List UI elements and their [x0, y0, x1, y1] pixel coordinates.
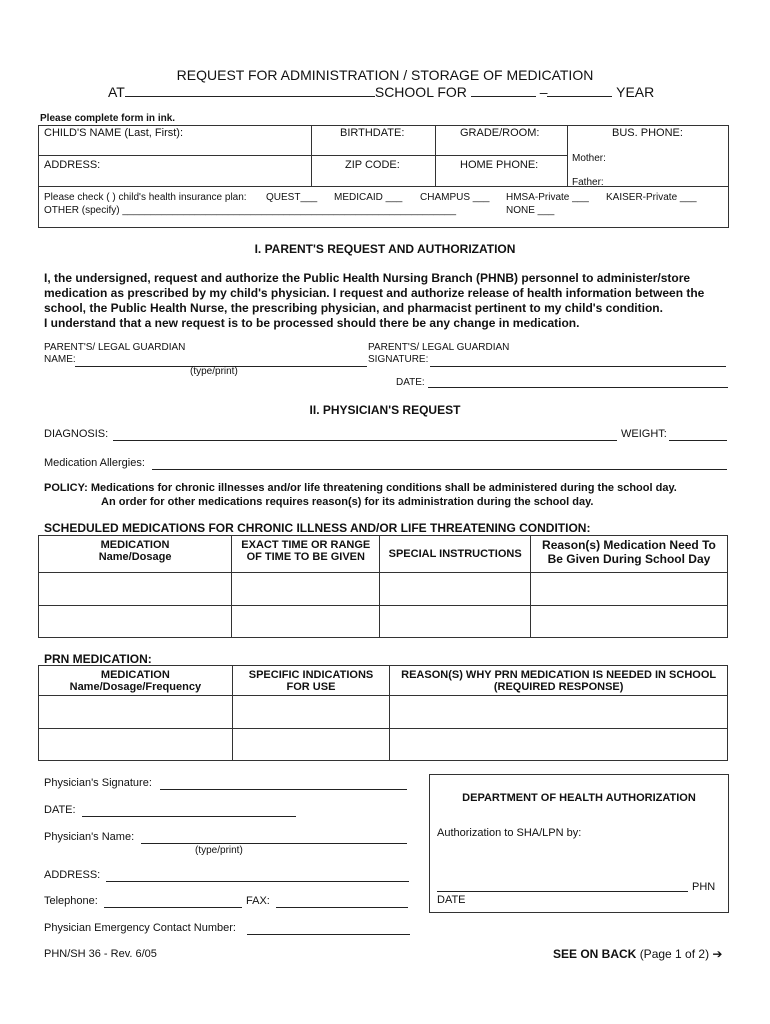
prn-col-medication-line1: MEDICATION — [100, 669, 170, 681]
physician-fax-label: FAX: — [246, 895, 270, 907]
diagnosis-label: DIAGNOSIS: — [44, 428, 109, 440]
allergies-field[interactable] — [152, 469, 727, 470]
scheduled-row-2 — [39, 606, 728, 638]
prn-col-reason-line2: (REQUIRED RESPONSE) — [493, 681, 624, 693]
medicaid-option[interactable]: MEDICAID ___ — [334, 192, 403, 203]
guardian-name-label-2: NAME: — [44, 354, 76, 365]
page-indicator — [553, 947, 722, 961]
birthdate-label: BIRTHDATE: — [340, 127, 405, 139]
physician-date-label: DATE: — [44, 804, 76, 816]
physician-signature-label: Physician's Signature: — [44, 777, 152, 789]
physician-telephone-label: Telephone: — [44, 895, 98, 907]
prn-col-medication-line2: Name/Dosage/Frequency — [69, 681, 202, 693]
none-option[interactable]: NONE ___ — [506, 205, 555, 216]
authorization-para-3: school, the Public Health Nurse, the prescribing physician, and pharmacist pertinent to my child's condition. — [44, 301, 663, 315]
diagnosis-field[interactable] — [113, 440, 617, 441]
guardian-sig-label-2: SIGNATURE: — [368, 354, 429, 365]
scheduled-col-time-line2: OF TIME TO BE GIVEN — [246, 551, 365, 563]
year-label: YEAR — [616, 84, 655, 100]
prn-cell[interactable] — [390, 696, 728, 729]
prn-col-reason-line1: REASON(S) WHY PRN MEDICATION IS NEEDED IN SCHOOL — [401, 669, 717, 681]
year-dash: – — [539, 84, 548, 100]
insurance-prompt: Please check ( ) child's health insurance plan: — [44, 192, 247, 203]
doh-date-label: DATE — [437, 894, 466, 906]
weight-field[interactable] — [669, 440, 727, 441]
prn-col-indications-line1: SPECIFIC INDICATIONS — [248, 669, 374, 681]
scheduled-col-medication-line1: MEDICATION — [100, 539, 170, 551]
zip-code-label: ZIP CODE: — [345, 159, 400, 171]
scheduled-cell[interactable] — [232, 606, 380, 638]
scheduled-cell[interactable] — [380, 606, 531, 638]
scheduled-cell[interactable] — [232, 573, 380, 606]
scheduled-col-time-line1: EXACT TIME OR RANGE — [241, 539, 371, 551]
guardian-signature-field[interactable] — [430, 366, 726, 367]
prn-cell[interactable] — [39, 696, 233, 729]
prn-cell[interactable] — [39, 729, 233, 761]
authorization-para-1: I, the undersigned, request and authorize the Public Health Nursing Branch (PHNB) personnel to administer/store — [44, 271, 691, 285]
physician-address-field[interactable] — [106, 881, 409, 882]
champus-option[interactable]: CHAMPUS ___ — [420, 192, 490, 203]
physician-signature-field[interactable] — [160, 789, 407, 790]
physician-emergency-field[interactable] — [247, 934, 410, 935]
doh-heading: DEPARTMENT OF HEALTH AUTHORIZATION — [462, 792, 696, 804]
school-for-label: SCHOOL FOR — [374, 84, 467, 100]
arrow-right-icon: ➔ — [712, 947, 723, 961]
physician-name-type-print: (type/print) — [195, 845, 243, 856]
scheduled-meds-table — [38, 535, 728, 638]
section2-heading: II. PHYSICIAN'S REQUEST — [309, 403, 461, 417]
physician-name-field[interactable] — [141, 843, 407, 844]
guardian-date-label: DATE: — [396, 377, 425, 388]
col-divider-2 — [435, 125, 436, 186]
guardian-name-label-1: PARENT'S/ LEGAL GUARDIAN — [44, 342, 186, 353]
scheduled-col-reason-line1: Reason(s) Medication Need To — [542, 538, 716, 552]
physician-emergency-label: Physician Emergency Contact Number: — [44, 922, 236, 934]
hmsa-option[interactable]: HMSA-Private ___ — [506, 192, 589, 203]
authorization-para-4: I understand that a new request is to be processed should there be any change in medication. — [44, 316, 580, 330]
prn-col-indications-line2: FOR USE — [286, 681, 336, 693]
scheduled-col-instructions — [380, 536, 531, 573]
grade-room-label: GRADE/ROOM: — [460, 127, 540, 139]
prn-cell[interactable] — [390, 729, 728, 761]
col-divider-3 — [567, 125, 568, 186]
doh-phn-field[interactable] — [437, 891, 688, 892]
prn-col-reason — [390, 666, 728, 696]
scheduled-col-medication — [39, 536, 232, 573]
scheduled-cell[interactable] — [380, 573, 531, 606]
prn-cell[interactable] — [232, 696, 390, 729]
father-label: Father: — [572, 177, 604, 188]
physician-date-field[interactable] — [82, 816, 296, 817]
page-number: (Page 1 of 2) — [639, 947, 710, 961]
physician-address-label: ADDRESS: — [44, 869, 101, 881]
row-divider-1 — [38, 155, 568, 156]
quest-option[interactable]: QUEST___ — [266, 192, 318, 203]
scheduled-cell[interactable] — [39, 606, 232, 638]
col-divider-1 — [311, 125, 312, 186]
school-name-field[interactable] — [125, 84, 375, 97]
kaiser-option[interactable]: KAISER-Private ___ — [606, 192, 697, 203]
scheduled-col-instructions-label: SPECIAL INSTRUCTIONS — [388, 548, 522, 560]
child-name-label: CHILD'S NAME (Last, First): — [44, 127, 184, 139]
year-start-field[interactable] — [471, 84, 536, 97]
physician-name-label: Physician's Name: — [44, 831, 135, 843]
scheduled-col-reason-line2: Be Given During School Day — [547, 552, 711, 566]
at-label: AT — [108, 84, 125, 100]
guardian-sig-label-1: PARENT'S/ LEGAL GUARDIAN — [368, 342, 510, 353]
row-divider-2 — [38, 186, 728, 187]
prn-row-1 — [39, 696, 728, 729]
allergies-label: Medication Allergies: — [44, 457, 145, 469]
doh-authorization-label: Authorization to SHA/LPN by: — [437, 827, 582, 839]
school-line — [108, 84, 654, 100]
form-title: REQUEST FOR ADMINISTRATION / STORAGE OF MEDICATION — [176, 67, 594, 83]
mother-label: Mother: — [572, 153, 606, 164]
policy-line-1: POLICY: Medications for chronic illnesses and/or life threatening conditions shall be administered during the school day. — [44, 482, 677, 494]
prn-meds-table — [38, 665, 728, 761]
prn-row-2 — [39, 729, 728, 761]
weight-label: WEIGHT: — [621, 428, 667, 440]
guardian-name-type-print: (type/print) — [190, 366, 238, 377]
prn-col-indications — [232, 666, 390, 696]
home-phone-label: HOME PHONE: — [460, 159, 539, 171]
scheduled-heading: SCHEDULED MEDICATIONS FOR CHRONIC ILLNESS AND/OR LIFE THREATENING CONDITION: — [44, 521, 591, 535]
doh-phn-label: PHN — [692, 881, 716, 893]
year-end-field[interactable] — [547, 84, 612, 97]
scheduled-col-time — [232, 536, 380, 573]
ink-instruction: Please complete form in ink. — [40, 113, 176, 124]
see-on-back-label: SEE ON BACK — [553, 947, 637, 961]
address-label: ADDRESS: — [44, 159, 101, 171]
prn-heading: PRN MEDICATION: — [44, 652, 152, 666]
guardian-date-field[interactable] — [428, 387, 728, 388]
policy-line-2: An order for other medications requires reason(s) for its administration during the school day. — [101, 496, 594, 508]
prn-cell[interactable] — [232, 729, 390, 761]
scheduled-col-medication-line2: Name/Dosage — [98, 551, 172, 563]
physician-telephone-field[interactable] — [104, 907, 242, 908]
scheduled-cell[interactable] — [530, 573, 727, 606]
other-option[interactable]: OTHER (specify) ____________________________________________________________ — [44, 205, 457, 216]
prn-col-medication — [39, 666, 233, 696]
scheduled-col-reason — [530, 536, 727, 573]
form-id: PHN/SH 36 - Rev. 6/05 — [44, 948, 157, 960]
scheduled-cell[interactable] — [39, 573, 232, 606]
scheduled-cell[interactable] — [530, 606, 727, 638]
physician-fax-field[interactable] — [276, 907, 408, 908]
bus-phone-label: BUS. PHONE: — [612, 127, 683, 139]
scheduled-row-1 — [39, 573, 728, 606]
authorization-para-2: medication as prescribed by my child's physician. I request and authorize release of health information between the — [44, 286, 705, 300]
section1-heading: I. PARENT'S REQUEST AND AUTHORIZATION — [254, 242, 516, 256]
